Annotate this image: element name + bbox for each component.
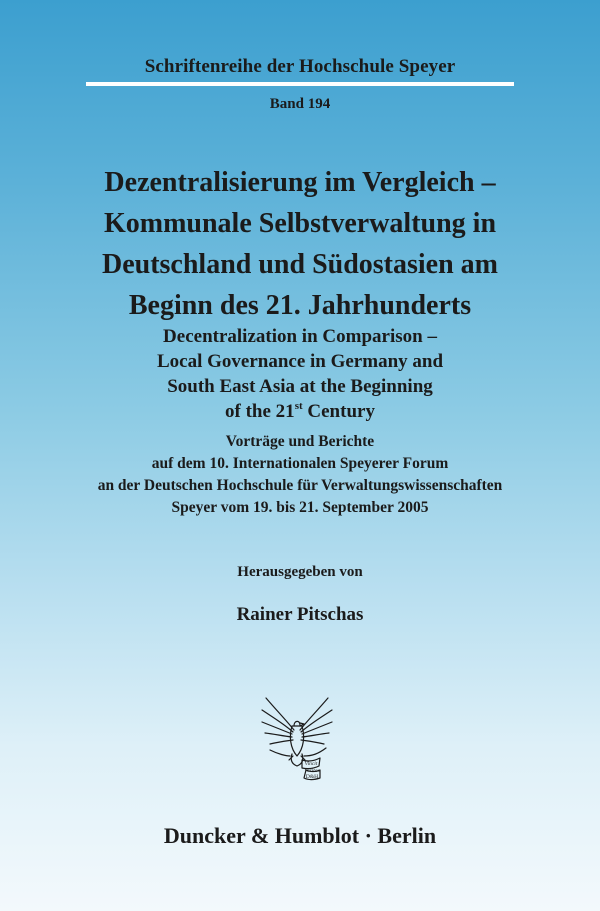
series-title: Schriftenreihe der Hochschule Speyer (144, 56, 456, 77)
editor-name: Rainer Pitschas (236, 604, 364, 625)
volume-number: Band 194 (269, 96, 331, 112)
sub-title-line: Local Governance in Germany and (156, 351, 444, 372)
sub-title-text: Century (302, 401, 375, 422)
ordinal-suffix: st (294, 400, 303, 412)
proceedings-line: Speyer vom 19. bis 21. September 2005 (171, 499, 429, 516)
series-divider (86, 82, 514, 86)
editor-label: Herausgegeben von (237, 564, 363, 580)
sub-title-line: South East Asia at the Beginning (167, 376, 433, 397)
sub-title-line: Decentralization in Comparison – (163, 326, 437, 347)
main-title-line: Deutschland und Südostasien am (101, 249, 499, 280)
main-title-line: Beginn des 21. Jahrhunderts (128, 290, 472, 321)
main-title-line: Kommunale Selbstverwaltung in (103, 208, 497, 239)
main-title-german (0, 162, 600, 326)
proceedings-description (0, 431, 600, 519)
logo-motto-2: Veritas (304, 768, 320, 774)
proceedings-line: an der Deutschen Hochschule für Verwaltungswissenschaften (97, 477, 503, 494)
logo-initials: D&H (305, 774, 319, 780)
publisher-name: Duncker & Humblot · Berlin (163, 823, 437, 848)
logo-motto-1: Vincit (304, 761, 318, 767)
main-title-line: Dezentralisierung im Vergleich – (104, 167, 496, 198)
proceedings-line: Vorträge und Berichte (225, 433, 375, 450)
sub-title-text: of the 21 (225, 401, 295, 422)
sub-title-line (0, 399, 600, 424)
sub-title-english (0, 324, 600, 424)
proceedings-line: auf dem 10. Internationalen Speyerer Forum (151, 455, 449, 472)
eagle-publisher-emblem-icon (256, 690, 336, 782)
